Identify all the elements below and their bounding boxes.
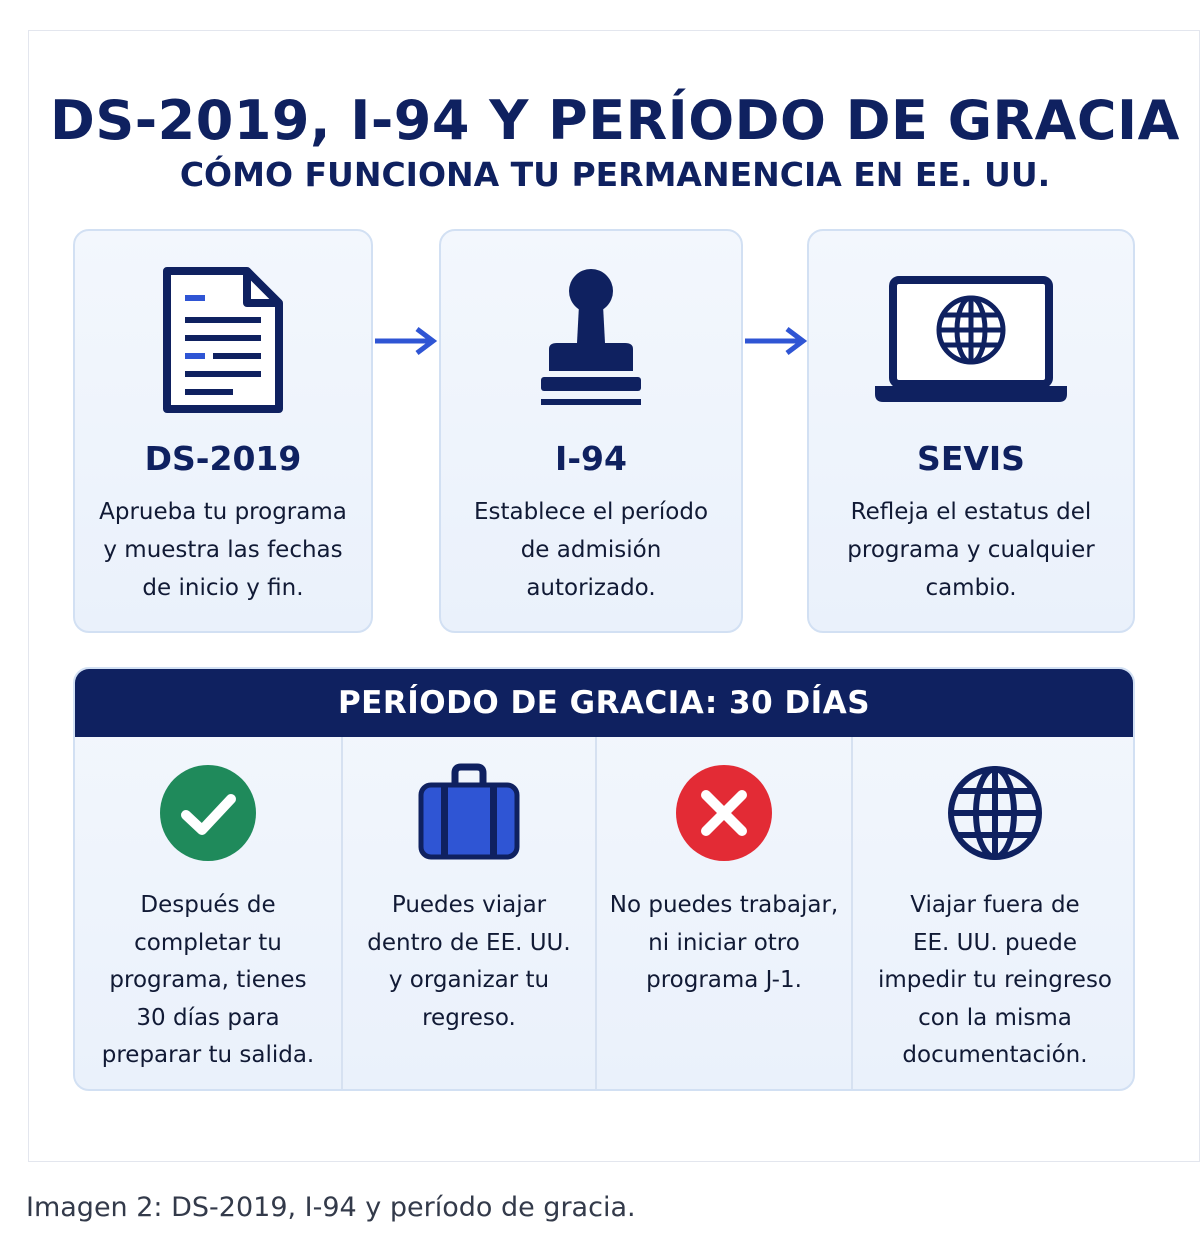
card-description: Establece el período de admisión autorizado. [473, 499, 709, 601]
grace-column-text: Viajar fuera de EE. UU. puede impedir tu reingreso con la misma documentación. [877, 892, 1113, 1068]
card-i94 [439, 229, 743, 633]
suitcase-icon [343, 761, 595, 865]
grace-column-text: Después de completar tu programa, tienes 30 días para preparar tu salida. [101, 892, 315, 1068]
grace-column-text: Puedes viajar dentro de EE. UU. y organizar tu regreso. [367, 892, 571, 1031]
grace-period-header: PERÍODO DE GRACIA: 30 DÍAS [75, 669, 1133, 737]
globe-icon [853, 761, 1135, 865]
infographic-subtitle: CÓMO FUNCIONA TU PERMANENCIA EN EE. UU. [179, 155, 1051, 194]
card-title: DS-2019 [144, 439, 302, 478]
arrow-right-icon [373, 326, 439, 356]
card-sevis [807, 229, 1135, 633]
laptop-globe-icon [809, 261, 1133, 419]
infographic [28, 30, 1200, 1162]
infographic-title: DS-2019, I-94 Y PERÍODO DE GRACIA [50, 89, 1180, 152]
grace-period-panel [73, 667, 1135, 1091]
grace-column-text: No puedes trabajar, ni iniciar otro programa J-1. [609, 892, 839, 993]
stamp-icon [441, 261, 741, 419]
card-ds2019 [73, 229, 373, 633]
x-circle-icon [597, 761, 851, 865]
card-description: Aprueba tu programa y muestra las fechas de inicio y fin. [99, 499, 347, 601]
card-title: I-94 [555, 439, 627, 478]
arrow-right-icon [743, 326, 809, 356]
card-description: Refleja el estatus del programa y cualquier cambio. [847, 499, 1095, 601]
grace-column-travel [341, 737, 595, 1091]
card-title: SEVIS [917, 439, 1025, 478]
check-circle-icon [75, 761, 341, 865]
grace-column-restrictions [595, 737, 851, 1091]
grace-column-complete [75, 737, 341, 1091]
document-icon [75, 261, 371, 419]
image-caption: Imagen 2: DS-2019, I-94 y período de gracia. [26, 1192, 636, 1223]
grace-column-reentry [851, 737, 1135, 1091]
